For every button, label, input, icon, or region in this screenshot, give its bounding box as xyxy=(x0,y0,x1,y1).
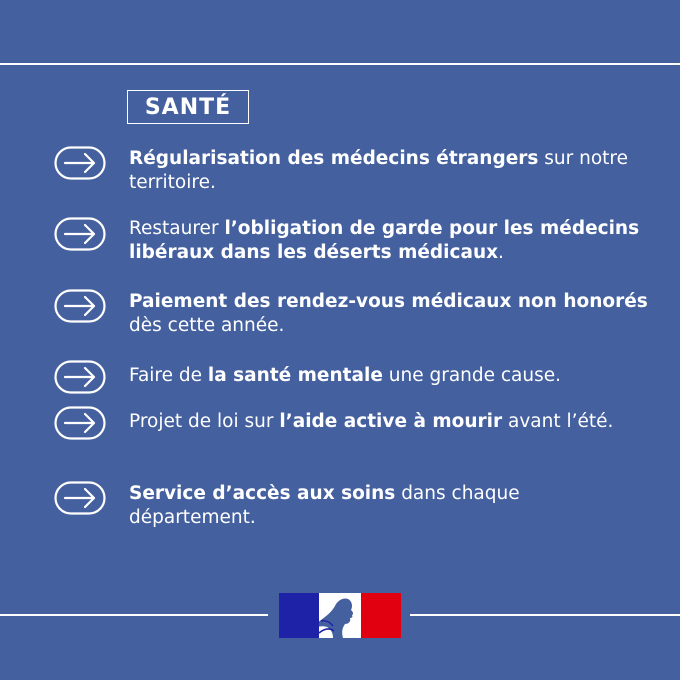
arrow-right-circle-icon xyxy=(54,217,106,251)
top-divider xyxy=(0,63,680,65)
list-item-text xyxy=(129,217,649,265)
list-item-emphasis: l’obligation de garde pour les médecins libéraux dans les déserts médicaux xyxy=(129,218,640,263)
list-item-plain: dans chaque département. xyxy=(129,483,520,528)
list-item-emphasis: la santé mentale xyxy=(207,365,383,386)
marianne-icon xyxy=(319,593,361,638)
marianne-profile xyxy=(319,593,361,638)
arrow-right-circle-icon xyxy=(54,289,106,323)
list-item-emphasis: l’aide active à mourir xyxy=(279,411,503,432)
arrow-right-circle-icon xyxy=(54,481,106,515)
list-item-plain: avant l’été. xyxy=(502,411,614,432)
list-item-plain: Restaurer xyxy=(129,218,225,239)
list-item-text xyxy=(129,364,649,388)
list-item-plain: dès cette année. xyxy=(129,315,285,336)
list-item-plain: . xyxy=(498,242,504,263)
bottom-divider-right xyxy=(410,614,680,616)
list-item-text xyxy=(129,410,649,434)
list-item-text xyxy=(129,290,649,338)
list-item-text xyxy=(129,147,649,195)
flag-blue-band xyxy=(279,593,319,638)
arrow-right-circle-icon xyxy=(54,146,106,180)
list-item-plain: Projet de loi sur xyxy=(129,411,280,432)
bottom-divider-left xyxy=(0,614,268,616)
list-item-emphasis: Régularisation des médecins étrangers xyxy=(129,148,539,169)
list-item-plain: Faire de xyxy=(129,365,208,386)
flag-red-band xyxy=(361,593,401,638)
republique-francaise-logo xyxy=(279,593,401,638)
section-title: SANTÉ xyxy=(127,90,249,124)
arrow-right-circle-icon xyxy=(54,406,106,440)
list-item-emphasis: Service d’accès aux soins xyxy=(129,483,396,504)
list-item-plain: une grande cause. xyxy=(382,365,562,386)
list-item-emphasis: Paiement des rendez-vous médicaux non honorés xyxy=(129,291,648,312)
arrow-right-circle-icon xyxy=(54,360,106,394)
list-item-plain: sur notre territoire. xyxy=(129,148,628,193)
list-item-text xyxy=(129,482,649,530)
